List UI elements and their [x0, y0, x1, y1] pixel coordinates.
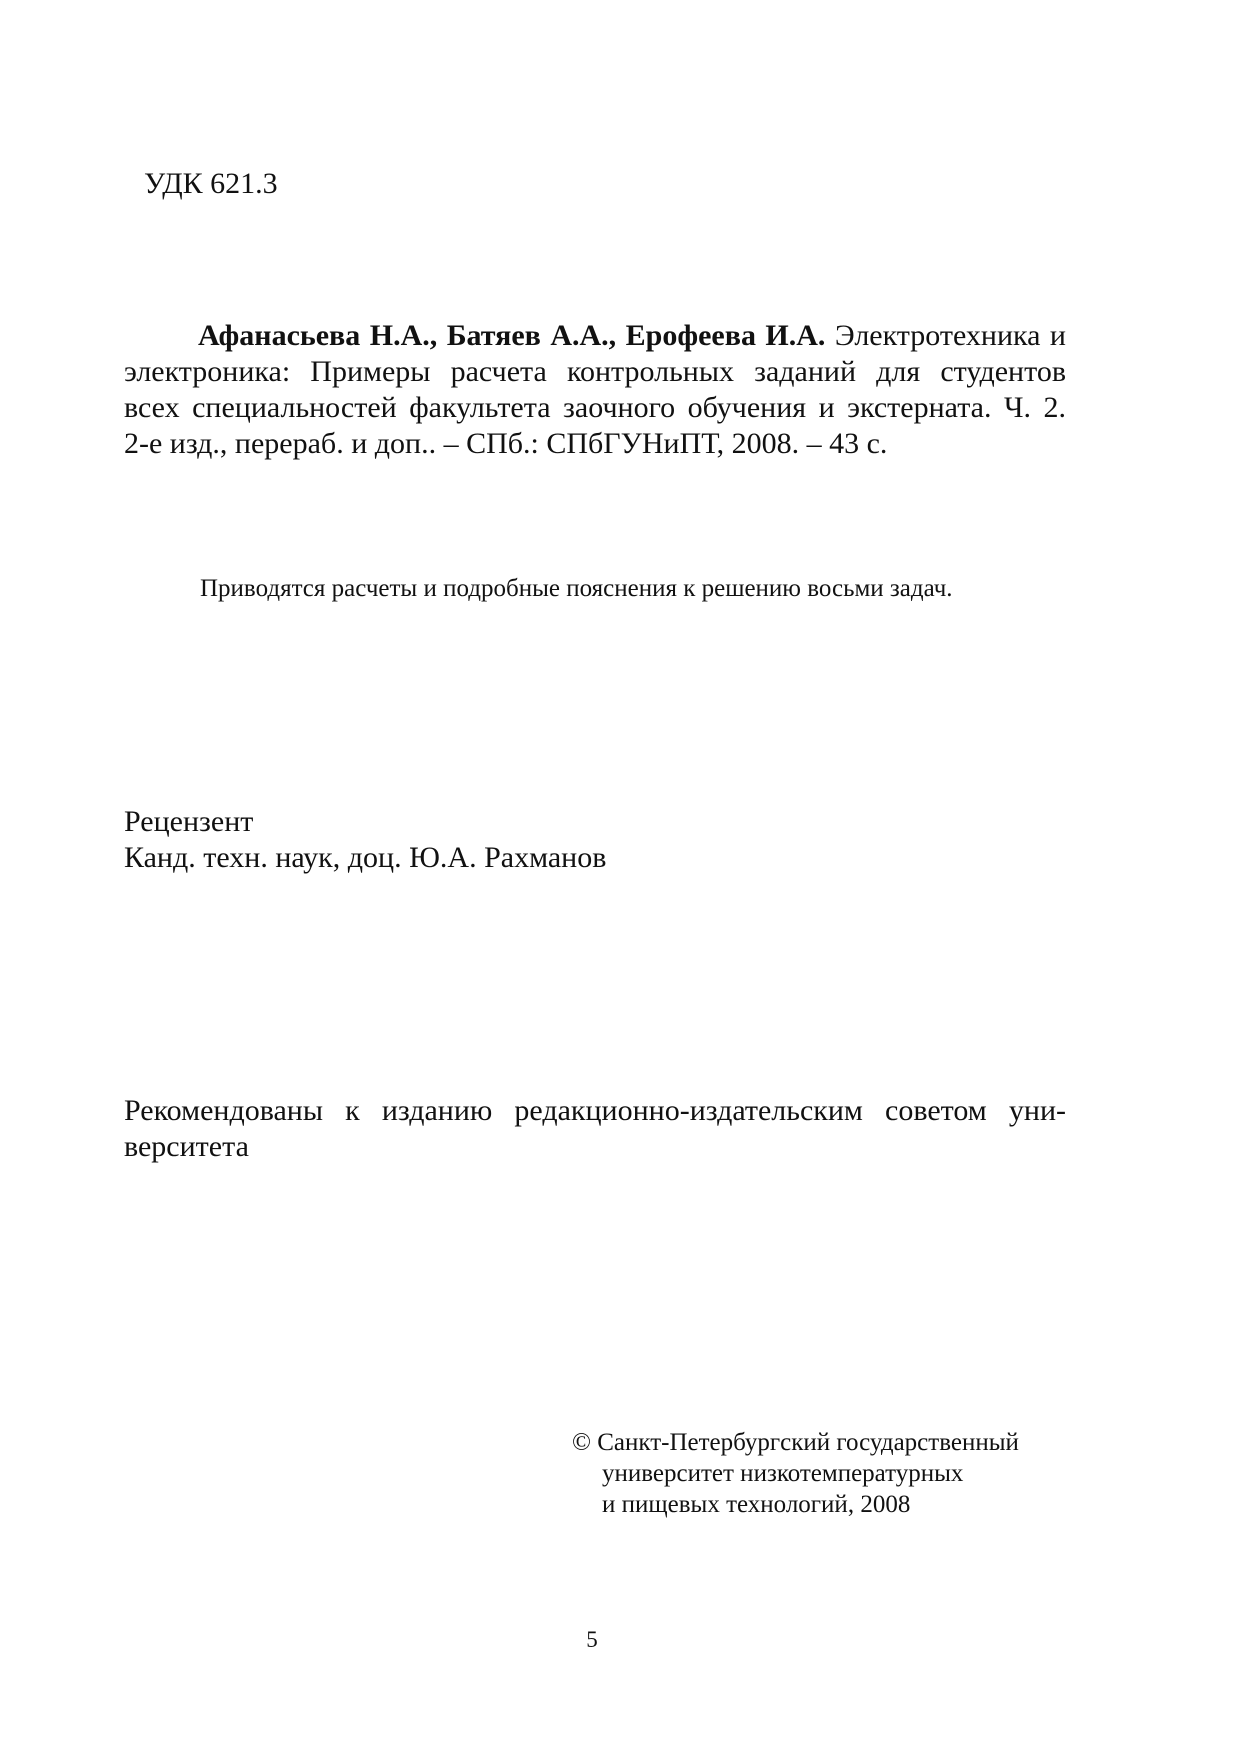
udk-code: УДК 621.3 — [144, 167, 278, 200]
bib-title-start: Электротехника и — [834, 319, 1066, 352]
recommendation-line-2: верситета — [124, 1130, 249, 1163]
copyright-line-3: и пищевых технологий, 2008 — [602, 1491, 911, 1518]
bib-line-2: электроника: Примеры расчета контрольных заданий для студентов — [124, 355, 1066, 388]
bib-line-3: всех специальностей факультета заочного обучения и экстерната. Ч. 2. — [124, 391, 1066, 424]
recommendation-line-1: Рекомендованы к изданию редакционно-издательским советом уни- — [124, 1094, 1066, 1127]
recommendation-note — [124, 1093, 1066, 1165]
copyright-block — [572, 1427, 1019, 1520]
bib-line-1 — [124, 318, 1066, 354]
reviewer-block — [124, 804, 606, 876]
reviewer-name: Канд. техн. наук, доц. Ю.А. Рахманов — [124, 841, 607, 874]
bib-authors: Афанасьева Н.А., Батяев А.А., Ерофеева И.А. — [198, 319, 826, 352]
copyright-line-2: университет низкотемпературных — [602, 1460, 964, 1487]
annotation: Приводятся расчеты и подробные пояснения к решению восьми задач. — [200, 575, 953, 602]
bib-line-4: 2-е изд., перераб. и доп.. – СПб.: СПбГУНиПТ, 2008. – 43 с. — [124, 427, 888, 460]
page-number: 5 — [586, 1627, 598, 1652]
reviewer-label: Рецензент — [124, 805, 254, 838]
bibliographic-record — [124, 318, 1066, 462]
copyright-line-1: © Санкт-Петербургский государственный — [572, 1429, 1019, 1456]
